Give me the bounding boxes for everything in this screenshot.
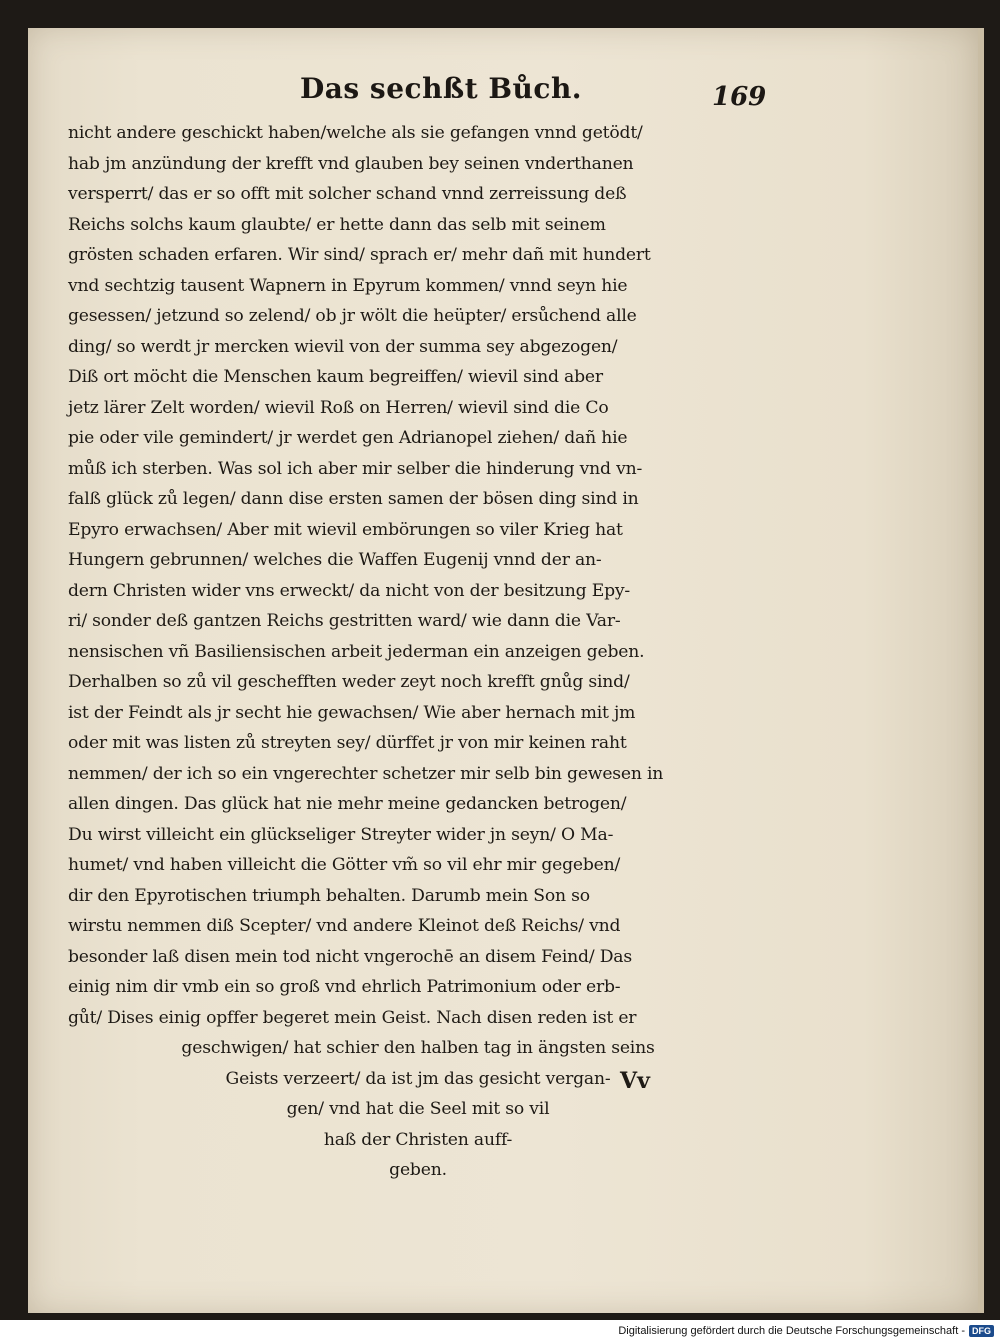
text-line: versperrt/ das er so offt mit solcher schand vnnd zerreissung deß	[68, 184, 627, 204]
dfg-logo-icon: DFG	[969, 1325, 994, 1337]
text-line: wirstu nemmen diß Scepter/ vnd andere Kleinot deß Reichs/ vnd	[68, 916, 621, 936]
text-line: hab jm anzündung der krefft vnd glauben bey seinen vnderthanen	[68, 153, 634, 174]
page-edge	[978, 28, 984, 1313]
taper-lines	[68, 1033, 768, 1186]
text-line: allen dingen. Das glück hat nie mehr meine gedancken betrogen/	[68, 794, 627, 814]
text-line: Derhalben so zů vil geschefften weder zeyt noch krefft gnůg sind/	[68, 672, 630, 692]
text-line: vnd sechtzig tausent Wapnern in Epyrum kommen/ vnnd seyn hie	[68, 275, 628, 296]
text-line: besonder laß disen mein tod nicht vngerochē an disem Feind/ Das	[68, 946, 632, 967]
text-line: ding/ so werdt jr mercken wievil von der summa sey abgezogen/	[68, 336, 618, 357]
text-line: Diß ort möcht die Menschen kaum begreiffen/ wievil sind aber	[68, 367, 603, 387]
text-line: pie oder vile gemindert/ jr werdet gen Adrianopel ziehen/ dañ hie	[68, 428, 628, 448]
taper-line: geben.	[389, 1160, 447, 1180]
text-line: Hungern gebrunnen/ welches die Waffen Eugenij vnnd der an-	[68, 550, 602, 570]
text-line: nemmen/ der ich so ein vngerechter schetzer mir selb bin gewesen in	[68, 763, 664, 784]
text-line: ist der Feindt als jr secht hie gewachsen/ Wie aber hernach mit jm	[68, 702, 636, 723]
body-text	[68, 118, 768, 1186]
text-line: einig nim dir vmb ein so groß vnd ehrlich Patrimonium oder erb-	[68, 977, 621, 997]
catchword: Vv	[620, 1068, 650, 1094]
taper-line: Geists verzeert/ da ist jm das gesicht vergan-	[225, 1068, 611, 1089]
footer-credit: Digitalisierung gefördert durch die Deutsche Forschungsgemeinschaft -	[618, 1325, 965, 1337]
text-line: gůt/ Dises einig opffer begeret mein Geist. Nach disen reden ist er	[68, 1007, 637, 1028]
running-head: Das sechßt Bůch.	[300, 72, 583, 105]
text-line: Epyro erwachsen/ Aber mit wievil embörungen so viler Krieg hat	[68, 519, 623, 540]
taper-line: gen/ vnd hat die Seel mit so vil	[286, 1099, 550, 1119]
text-line: nensischen vñ Basiliensischen arbeit jederman ein anzeigen geben.	[68, 641, 645, 662]
digitization-footer	[618, 1325, 994, 1337]
taper-line: haß der Christen auff-	[323, 1129, 513, 1150]
text-line: Du wirst villeicht ein glückseliger Streyter wider jn seyn/ O Ma-	[68, 824, 614, 845]
text-line: falß glück zů legen/ dann dise ersten samen der bösen ding sind in	[68, 489, 639, 509]
text-line: dir den Epyrotischen triumph behalten. Darumb mein Son so	[68, 885, 590, 906]
text-line: dern Christen wider vns erweckt/ da nicht von der besitzung Epy-	[68, 580, 630, 601]
text-line: jetz lärer Zelt worden/ wievil Roß on Herren/ wievil sind die Co	[68, 397, 609, 418]
text-line: ri/ sonder deß gantzen Reichs gestritten ward/ wie dann die Var-	[68, 611, 621, 631]
body-lines	[68, 118, 768, 1033]
text-line: nicht andere geschickt haben/welche als sie gefangen vnnd getödt/	[68, 123, 643, 143]
text-line: gesessen/ jetzund so zelend/ ob jr wölt die heüpter/ ersůchend alle	[68, 306, 637, 326]
text-line: grösten schaden erfaren. Wir sind/ sprach er/ mehr dañ mit hundert	[68, 245, 651, 265]
text-line: humet/ vnd haben villeicht die Götter vm̃ so vil ehr mir gegeben/	[68, 855, 621, 875]
taper-line: geschwigen/ hat schier den halben tag in ängsten seins	[181, 1038, 655, 1058]
text-line: Reichs solchs kaum glaubte/ er hette dann das selb mit seinem	[68, 214, 606, 235]
folio-number: 169	[712, 82, 767, 112]
text-line: oder mit was listen zů streyten sey/ dürffet jr von mir keinen raht	[68, 733, 627, 753]
text-line: můß ich sterben. Was sol ich aber mir selber die hinderung vnd vn-	[68, 458, 643, 479]
